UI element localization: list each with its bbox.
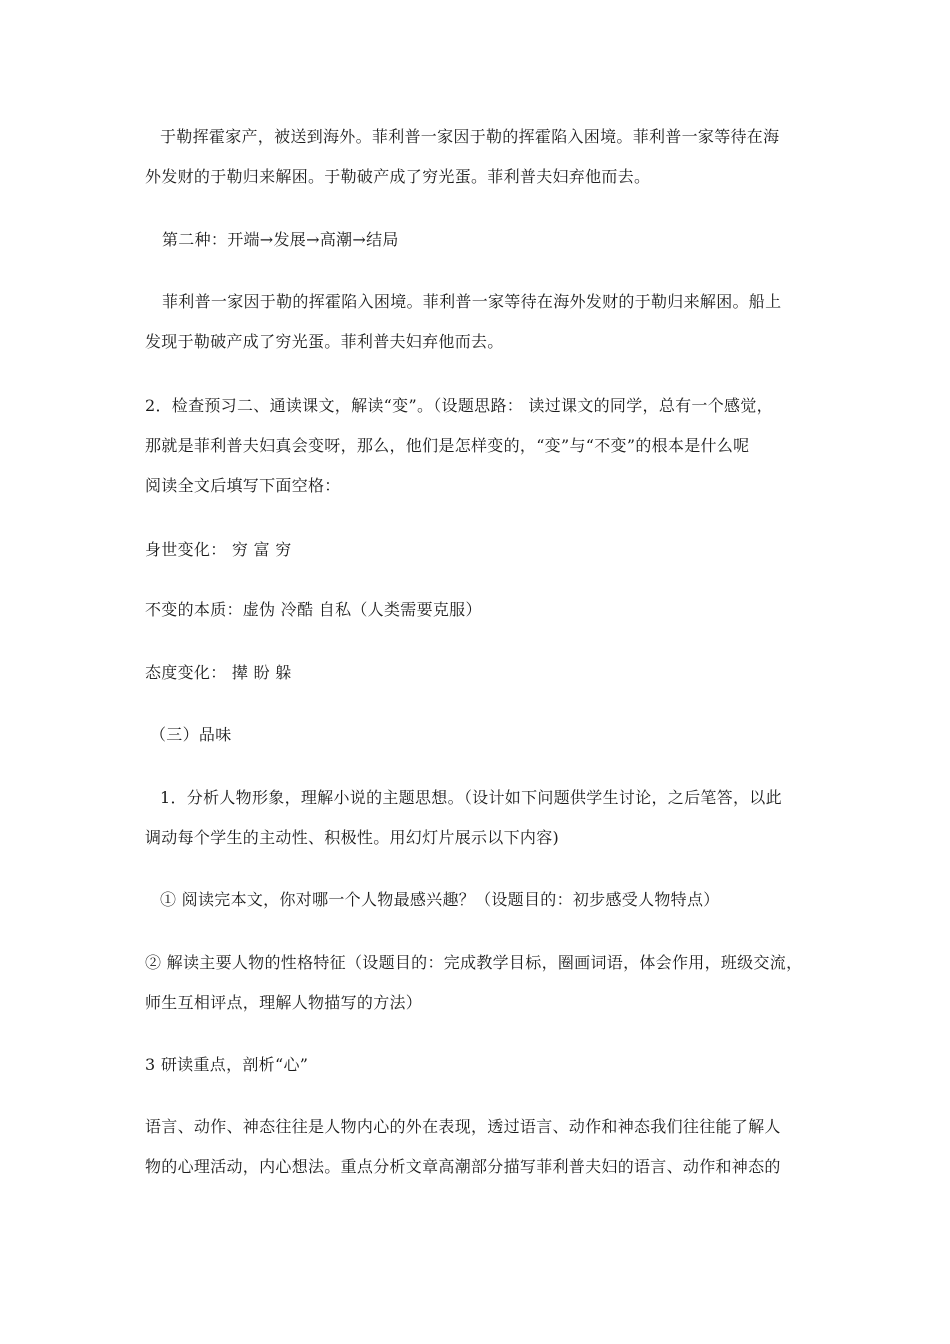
question-item: ① 阅读完本文，你对哪一个人物最感兴趣？（设题目的：初步感受人物特点）	[160, 890, 720, 909]
paragraph-line: 1．分析人物形象，理解小说的主题思想。（设计如下问题供学生讨论，之后笔答，以此	[160, 788, 782, 807]
paragraph-line: 那就是菲利普夫妇真会变呀，那么，他们是怎样变的，“变”与“不变”的根本是什么呢	[145, 436, 750, 455]
paragraph-line: 2．检查预习二、通读课文，解读“变”。（设题思路： 读过课文的同学，总有一个感觉，	[145, 396, 773, 415]
paragraph-line: 阅读全文后填写下面空格：	[145, 476, 341, 495]
question-item: ② 解读主要人物的性格特征（设题目的：完成教学目标，圈画词语，体会作用，班级交流，	[145, 953, 803, 972]
section-heading: 第二种：开端→发展→高潮→结局	[162, 230, 399, 249]
paragraph-line: 于勒挥霍家产，被送到海外。菲利普一家因于勒的挥霍陷入困境。菲利普一家等待在海	[160, 127, 780, 146]
paragraph-line: 调动每个学生的主动性、积极性。用幻灯片展示以下内容)	[145, 828, 560, 847]
paragraph-line: 语言、动作、神态往往是人物内心的外在表现，透过语言、动作和神态我们往往能了解人	[145, 1117, 781, 1136]
paragraph-line: 物的心理活动，内心想法。重点分析文章高潮部分描写菲利普夫妇的语言、动作和神态的	[145, 1157, 781, 1176]
change-row-attitude: 态度变化： 撵 盼 躲	[145, 663, 292, 682]
paragraph-line: 外发财的于勒归来解困。于勒破产成了穷光蛋。菲利普夫妇弃他而去。	[145, 167, 651, 186]
paragraph-line: 发现于勒破产成了穷光蛋。菲利普夫妇弃他而去。	[145, 332, 504, 351]
change-row-essence: 不变的本质：虚伪 冷酷 自私（人类需要克服）	[145, 600, 482, 619]
paragraph-line: 菲利普一家因于勒的挥霍陷入困境。菲利普一家等待在海外发财的于勒归来解困。船上	[162, 292, 782, 311]
change-row-status: 身世变化： 穷 富 穷	[145, 540, 292, 559]
paragraph-line: 师生互相评点，理解人物描写的方法）	[145, 993, 423, 1012]
section-heading: （三）品味	[150, 725, 232, 744]
section-heading: 3 研读重点，剖析“心”	[145, 1055, 309, 1074]
